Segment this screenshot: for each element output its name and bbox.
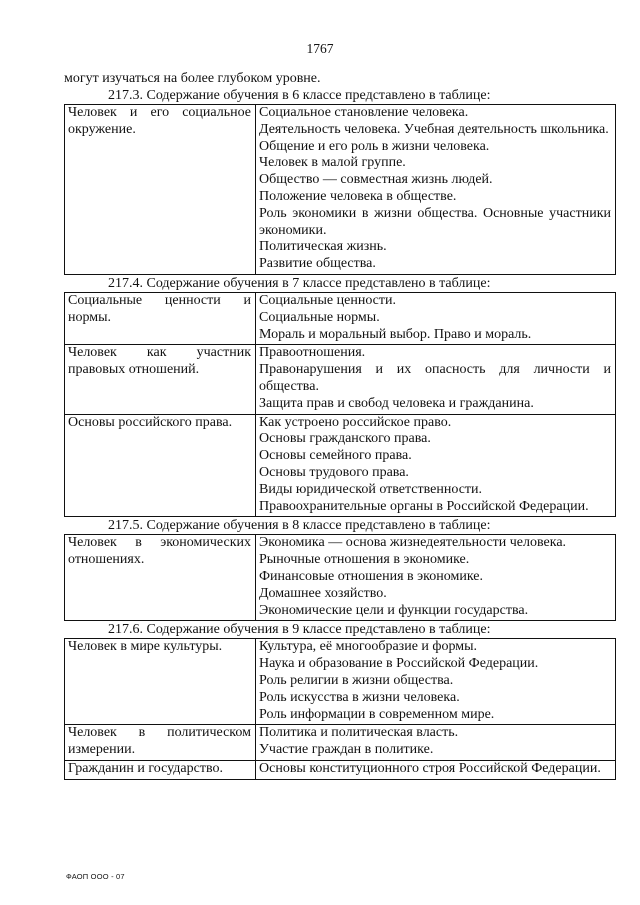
topic-cell: Основы российского права. [65,414,256,517]
content-item: Участие граждан в политике. [259,742,434,758]
content-items-cell [256,760,616,779]
content-table [64,638,616,779]
content-table [64,104,616,275]
topic-cell: Гражданин и государство. [65,760,256,779]
content-item: Политика и политическая власть. [259,725,459,741]
content-item: Роль искусства в жизни человека. [259,689,460,705]
content-item: Социальное становление человека. [259,105,469,120]
section-heading: 217.5. Содержание обучения в 8 классе представлено в таблице: [108,518,491,534]
content-item: Социальные ценности. [259,292,397,308]
topic-cell: Человек и его социальное окружение. [65,105,256,275]
content-item: Человек в малой группе. [259,155,406,171]
content-item: Роль религии в жизни общества. [259,672,454,688]
content-item: Основы семейного права. [259,448,412,464]
content-item: Общество — совместная жизнь людей. [259,172,493,188]
content-items-cell [256,414,616,517]
content-item: Как устроено российское право. [259,414,452,430]
content-item: Правоотношения. [259,345,366,361]
content-items-cell [256,292,616,344]
page-number: 1767 [306,41,334,56]
content-item: Мораль и моральный выбор. Право и мораль. [259,326,532,342]
table-row [65,105,616,275]
table-row [65,725,616,761]
table-row [65,292,616,344]
table-row [65,535,616,621]
content-items-cell [256,535,616,621]
content-item: Роль информации в современном мире. [259,706,495,722]
content-item: Экономика — основа жизнедеятельности человека. [259,535,567,551]
content-item: Социальные нормы. [259,309,380,325]
content-items-cell [256,725,616,761]
intro-line: могут изучаться на более глубоком уровне. [64,71,321,86]
content-item: Деятельность человека. Учебная деятельность школьника. [259,121,609,137]
content-table [64,534,616,621]
content-table [64,292,616,517]
content-item: Развитие общества. [259,256,376,272]
content-items-cell [256,639,616,725]
content-item: Виды юридической ответственности. [259,481,483,497]
content-items-cell [256,345,616,414]
table-row [65,639,616,725]
topic-cell: Человек в мире культуры. [65,639,256,725]
content-item: Политическая жизнь. [259,239,387,255]
table-row [65,414,616,517]
content-item: Основы конституционного строя Российской Федерации. [259,760,601,776]
topic-cell: Человек в политическом измерении. [65,725,256,761]
table-row [65,760,616,779]
topic-cell: Человек как участник правовых отношений. [65,345,256,414]
content-item: Правонарушения и их опасность для личности и общества. [259,362,611,394]
content-items-cell [256,105,616,275]
content-item: Общение и его роль в жизни человека. [259,138,490,154]
content-item: Наука и образование в Российской Федерации. [259,656,539,672]
document-body [64,70,616,780]
content-item: Основы гражданского права. [259,431,431,447]
section-heading: 217.4. Содержание обучения в 7 классе представлено в таблице: [108,275,491,291]
topic-cell: Человек в экономических отношениях. [65,535,256,621]
content-item: Роль экономики в жизни общества. Основные участники экономики. [259,205,611,238]
section-heading: 217.6. Содержание обучения в 9 классе представлено в таблице: [108,622,491,638]
content-item: Основы трудового права. [259,464,409,480]
topic-cell: Социальные ценности и нормы. [65,292,256,344]
document-footer: ФАОП ООО - 07 [66,872,125,881]
content-item: Экономические цели и функции государства. [259,602,529,618]
content-item: Положение человека в обществе. [259,188,457,204]
table-row [65,345,616,414]
content-item: Культура, её многообразие и формы. [259,639,478,655]
content-item: Домашнее хозяйство. [259,585,387,601]
content-item: Рыночные отношения в экономике. [259,552,470,568]
content-item: Защита прав и свобод человека и гражданина. [259,395,534,411]
section-heading: 217.3. Содержание обучения в 6 классе представлено в таблице: [108,88,491,103]
content-item: Правоохранительные органы в Российской Федерации. [259,498,589,514]
content-item: Финансовые отношения в экономике. [259,568,483,584]
